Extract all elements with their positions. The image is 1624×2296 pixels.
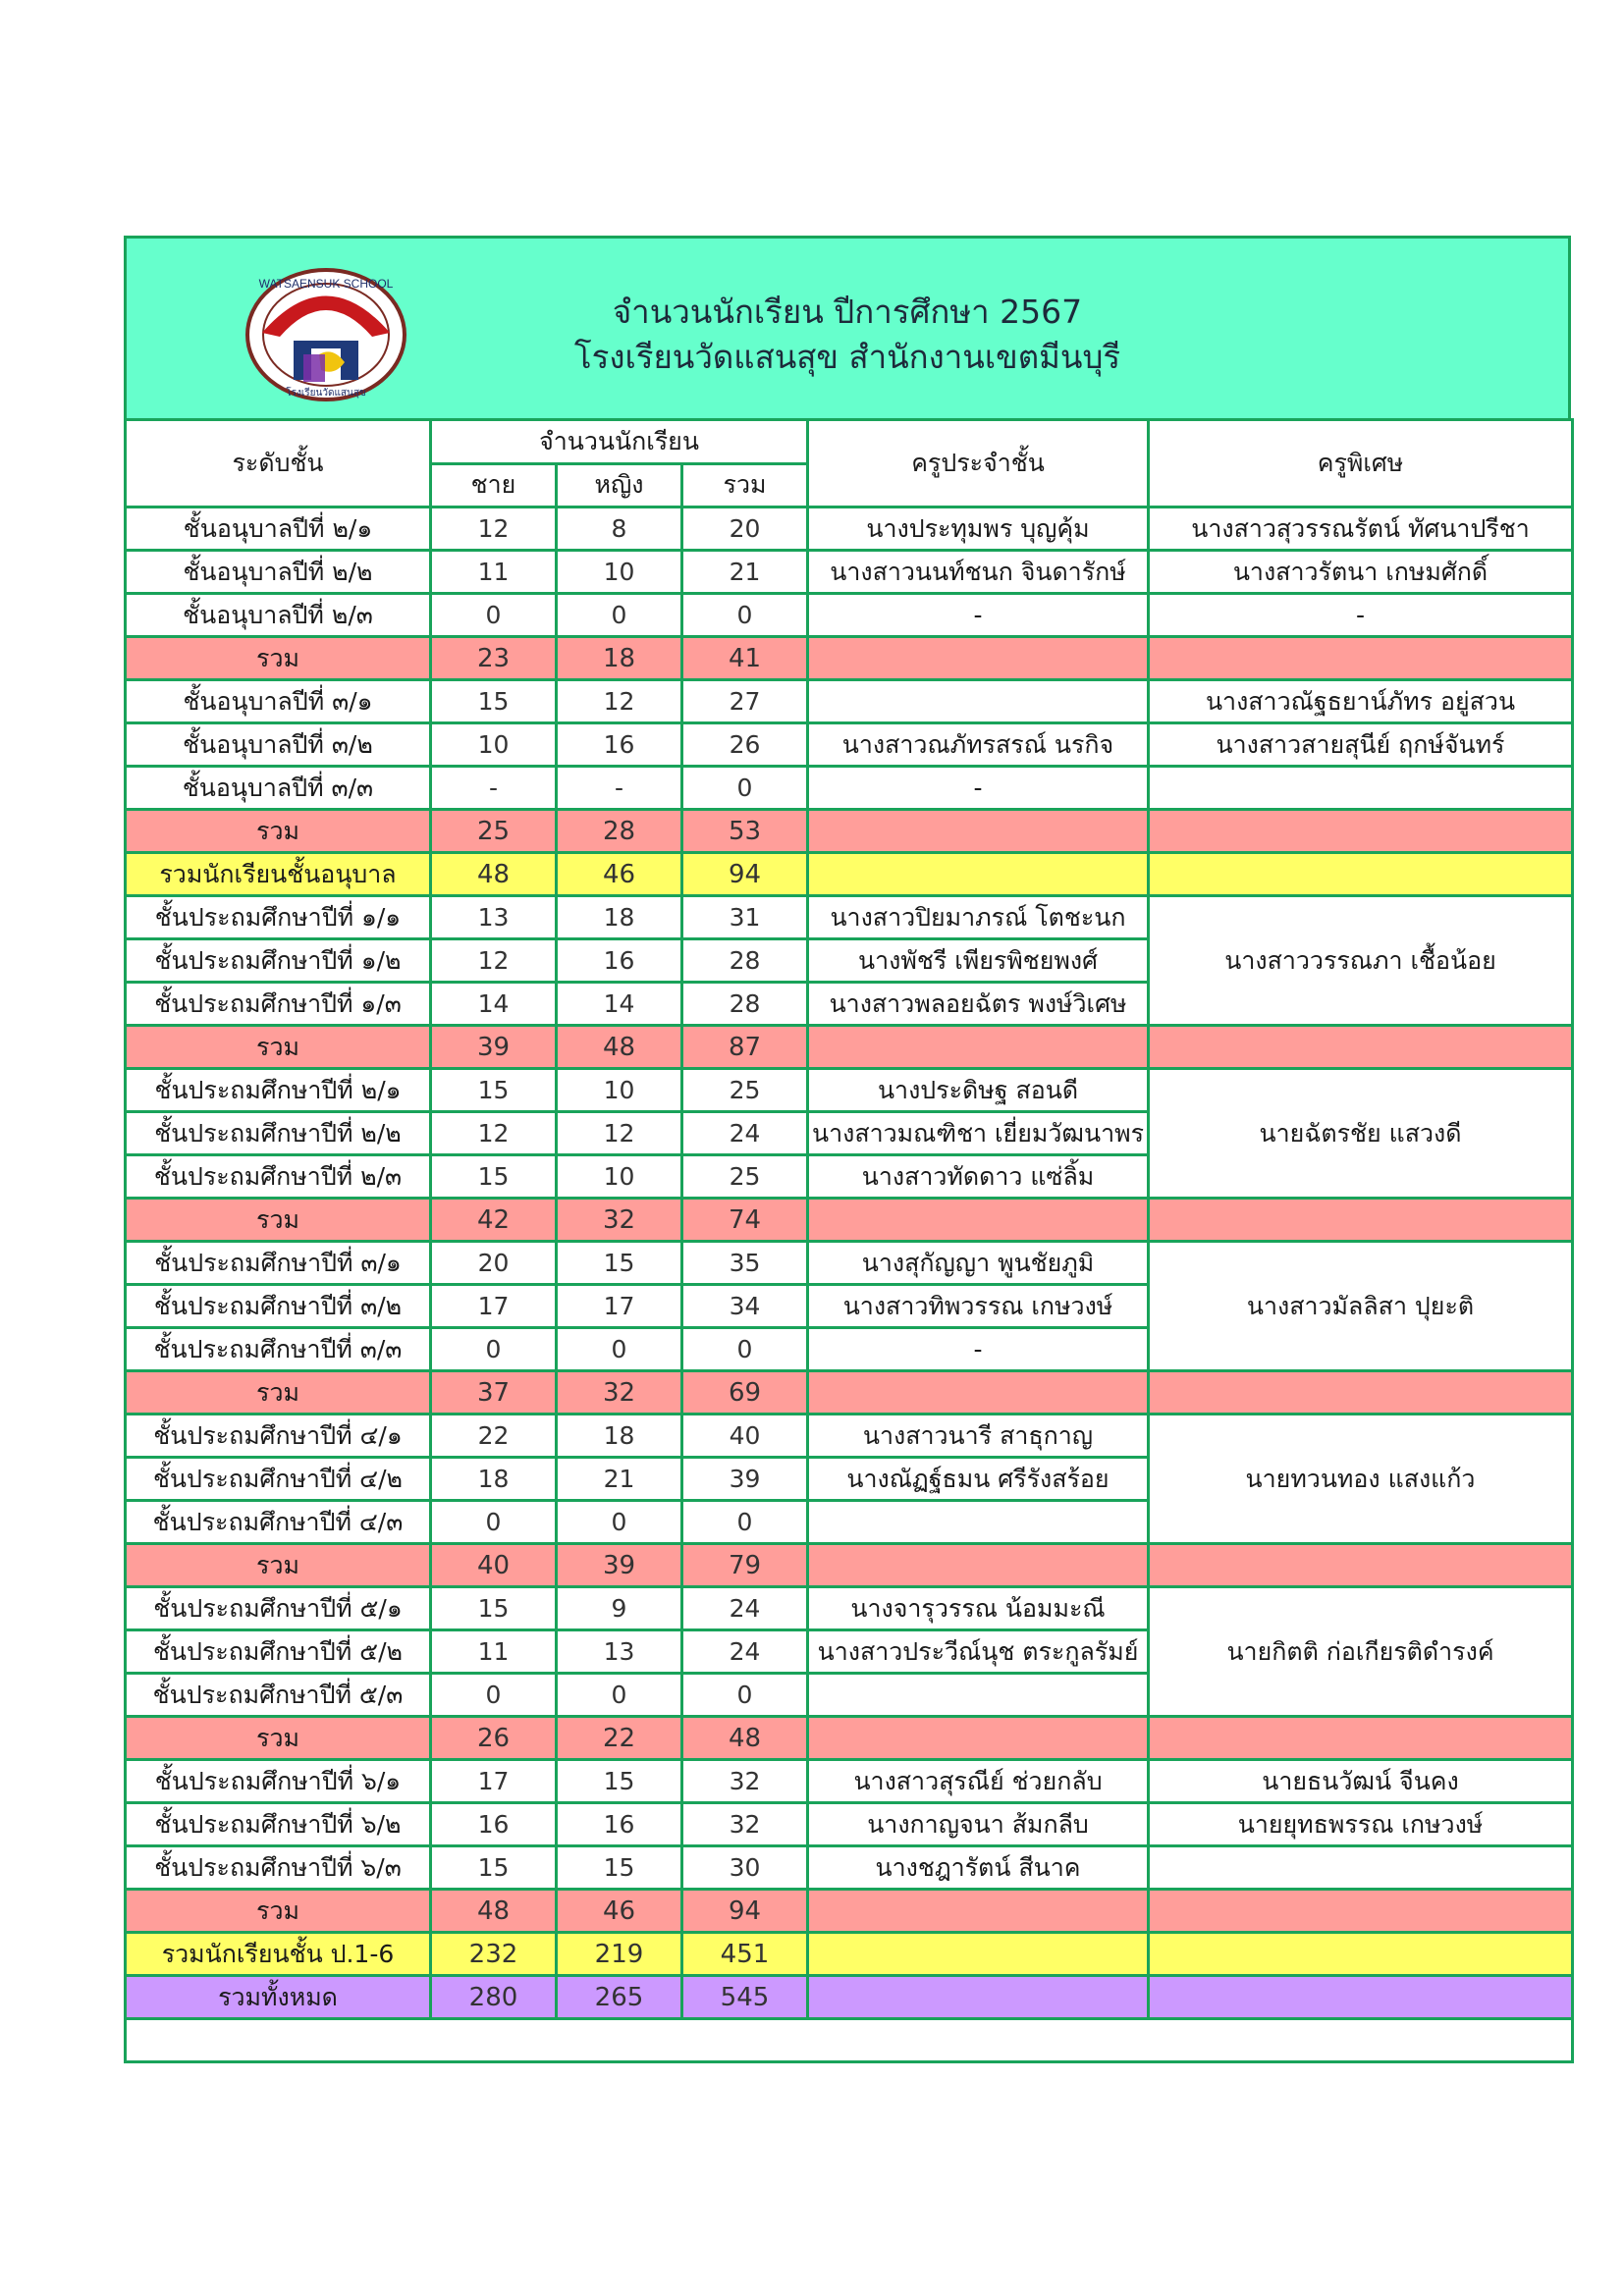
table-row [126,1069,1573,1112]
homeroom-teacher-cell: นางประทุมพร บุญคุ้ม [808,507,1149,551]
total-count-cell: 20 [682,507,808,551]
female-count-cell: 22 [557,1717,682,1760]
level-cell: ชั้นประถมศึกษาปีที่ ๖/๑ [126,1760,431,1803]
special-teacher-cell [1149,1544,1573,1587]
subtotal-row [126,1026,1573,1069]
male-count-cell: 37 [431,1371,557,1415]
female-count-cell: 16 [557,1803,682,1846]
total-count-cell: 0 [682,1501,808,1544]
total-count-cell: 74 [682,1199,808,1242]
male-count-cell: 280 [431,1976,557,2019]
special-teacher-cell [1149,1371,1573,1415]
homeroom-teacher-cell [808,853,1149,896]
level-cell: ชั้นประถมศึกษาปีที่ ๕/๓ [126,1674,431,1717]
special-teacher-cell [1149,1933,1573,1976]
level-cell: ชั้นประถมศึกษาปีที่ ๒/๓ [126,1155,431,1199]
total-count-cell: 24 [682,1630,808,1674]
female-count-cell: 28 [557,810,682,853]
total-count-cell: 35 [682,1242,808,1285]
male-count-cell: 16 [431,1803,557,1846]
female-count-cell: 8 [557,507,682,551]
homeroom-teacher-cell [808,1890,1149,1933]
level-cell: ชั้นประถมศึกษาปีที่ ๔/๒ [126,1458,431,1501]
table-row [126,1587,1573,1630]
male-count-cell: 12 [431,1112,557,1155]
level-cell: รวม [126,1544,431,1587]
female-count-cell: 9 [557,1587,682,1630]
female-count-cell: 265 [557,1976,682,2019]
header-row [126,420,1573,464]
level-cell: ชั้นประถมศึกษาปีที่ ๓/๑ [126,1242,431,1285]
level-cell: รวม [126,1026,431,1069]
homeroom-teacher-cell: นางสาวพลอยฉัตร พงษ์วิเศษ [808,983,1149,1026]
subtotal-row [126,1717,1573,1760]
homeroom-teacher-cell [808,1933,1149,1976]
subtotal-row [126,810,1573,853]
subtotal-row [126,1544,1573,1587]
female-count-cell: 219 [557,1933,682,1976]
total-count-cell: 39 [682,1458,808,1501]
logo-text-top: WATSAENSUK SCHOOL [258,277,394,291]
total-count-cell: 41 [682,637,808,680]
male-count-cell: 15 [431,1587,557,1630]
col-female: หญิง [557,463,682,507]
homeroom-teacher-cell: นางสาวประวีณ์นุช ตระกูลรัมย์ [808,1630,1149,1674]
male-count-cell: 26 [431,1717,557,1760]
special-teacher-cell [1149,767,1573,810]
total-count-cell: 26 [682,723,808,767]
section-total-row [126,853,1573,896]
level-cell: ชั้นประถมศึกษาปีที่ ๑/๒ [126,939,431,983]
homeroom-teacher-cell [808,1544,1149,1587]
grand-total-row [126,1976,1573,2019]
col-level: ระดับชั้น [126,420,431,507]
level-cell: รวมทั้งหมด [126,1976,431,2019]
male-count-cell: 17 [431,1285,557,1328]
homeroom-teacher-cell [808,680,1149,723]
male-count-cell: 15 [431,1069,557,1112]
special-teacher-cell: นางสาวสายสุนีย์ ฤกษ์จันทร์ [1149,723,1573,767]
male-count-cell: 10 [431,723,557,767]
homeroom-teacher-cell [808,1371,1149,1415]
female-count-cell: 18 [557,637,682,680]
special-teacher-cell: นายทวนทอง แสงแก้ว [1149,1415,1573,1544]
total-count-cell: 32 [682,1760,808,1803]
female-count-cell: 0 [557,1674,682,1717]
total-count-cell: 0 [682,594,808,637]
table-row [126,507,1573,551]
homeroom-teacher-cell: นางณัฏฐ์ธมน ศรีรังสร้อย [808,1458,1149,1501]
male-count-cell: 48 [431,1890,557,1933]
table-row [126,1846,1573,1890]
homeroom-teacher-cell: - [808,767,1149,810]
special-teacher-cell [1149,1026,1573,1069]
male-count-cell: - [431,767,557,810]
female-count-cell: 10 [557,1069,682,1112]
female-count-cell: 17 [557,1285,682,1328]
male-count-cell: 12 [431,507,557,551]
special-teacher-cell: นายยุทธพรรณ เกษวงษ์ [1149,1803,1573,1846]
homeroom-teacher-cell: นางสาวมณฑิชา เยี่ยมวัฒนาพร [808,1112,1149,1155]
male-count-cell: 22 [431,1415,557,1458]
female-count-cell: 32 [557,1199,682,1242]
female-count-cell: 16 [557,723,682,767]
total-count-cell: 94 [682,1890,808,1933]
homeroom-teacher-cell: - [808,594,1149,637]
female-count-cell: 46 [557,1890,682,1933]
female-count-cell: 39 [557,1544,682,1587]
total-count-cell: 0 [682,767,808,810]
homeroom-teacher-cell [808,1674,1149,1717]
level-cell: ชั้นประถมศึกษาปีที่ ๖/๓ [126,1846,431,1890]
col-special: ครูพิเศษ [1149,420,1573,507]
level-cell: รวมนักเรียนชั้น ป.1-6 [126,1933,431,1976]
female-count-cell: 0 [557,594,682,637]
male-count-cell: 13 [431,896,557,939]
total-count-cell: 545 [682,1976,808,2019]
special-teacher-cell: นายธนวัฒน์ จีนคง [1149,1760,1573,1803]
homeroom-teacher-cell: นางสาวนนท์ชนก จินดารักษ์ [808,551,1149,594]
level-cell: ชั้นประถมศึกษาปีที่ ๑/๓ [126,983,431,1026]
total-count-cell: 21 [682,551,808,594]
special-teacher-cell [1149,1976,1573,2019]
total-count-cell: 27 [682,680,808,723]
total-count-cell: 28 [682,939,808,983]
table-row [126,723,1573,767]
level-cell: ชั้นประถมศึกษาปีที่ ๔/๓ [126,1501,431,1544]
total-count-cell: 25 [682,1155,808,1199]
col-total: รวม [682,463,808,507]
total-count-cell: 30 [682,1846,808,1890]
total-count-cell: 28 [682,983,808,1026]
total-count-cell: 87 [682,1026,808,1069]
homeroom-teacher-cell: นางสุกัญญา พูนชัยภูมิ [808,1242,1149,1285]
female-count-cell: 13 [557,1630,682,1674]
level-cell: ชั้นประถมศึกษาปีที่ ๖/๒ [126,1803,431,1846]
table-row [126,1415,1573,1458]
male-count-cell: 17 [431,1760,557,1803]
female-count-cell: 15 [557,1760,682,1803]
special-teacher-cell [1149,1846,1573,1890]
total-count-cell: 94 [682,853,808,896]
male-count-cell: 11 [431,1630,557,1674]
male-count-cell: 18 [431,1458,557,1501]
homeroom-teacher-cell [808,1501,1149,1544]
male-count-cell: 23 [431,637,557,680]
female-count-cell: 16 [557,939,682,983]
total-count-cell: 24 [682,1112,808,1155]
empty-row [126,2019,1573,2062]
male-count-cell: 232 [431,1933,557,1976]
table-row [126,896,1573,939]
level-cell: รวม [126,637,431,680]
total-count-cell: 24 [682,1587,808,1630]
male-count-cell: 0 [431,1674,557,1717]
table-row [126,594,1573,637]
special-teacher-cell [1149,810,1573,853]
subtotal-row [126,637,1573,680]
female-count-cell: 14 [557,983,682,1026]
homeroom-teacher-cell: - [808,1328,1149,1371]
male-count-cell: 39 [431,1026,557,1069]
empty-cell [126,2019,1573,2062]
female-count-cell: 18 [557,1415,682,1458]
total-count-cell: 25 [682,1069,808,1112]
female-count-cell: 12 [557,680,682,723]
female-count-cell: 15 [557,1242,682,1285]
page-title: จำนวนนักเรียน ปีการศึกษา 2567 [612,293,1083,331]
total-count-cell: 0 [682,1674,808,1717]
homeroom-teacher-cell [808,1199,1149,1242]
total-count-cell: 32 [682,1803,808,1846]
homeroom-teacher-cell: นางกาญจนา ส้มกลีบ [808,1803,1149,1846]
female-count-cell: 0 [557,1501,682,1544]
level-cell: รวม [126,1199,431,1242]
total-count-cell: 79 [682,1544,808,1587]
male-count-cell: 0 [431,1328,557,1371]
level-cell: ชั้นประถมศึกษาปีที่ ๑/๑ [126,896,431,939]
total-count-cell: 69 [682,1371,808,1415]
level-cell: รวม [126,1890,431,1933]
total-count-cell: 0 [682,1328,808,1371]
level-cell: รวม [126,1717,431,1760]
special-teacher-cell [1149,1717,1573,1760]
level-cell: ชั้นอนุบาลปีที่ ๓/๒ [126,723,431,767]
table-row [126,1242,1573,1285]
level-cell: รวม [126,1371,431,1415]
total-count-cell: 451 [682,1933,808,1976]
student-roster-sheet [124,236,1571,2063]
section-total-row [126,1933,1573,1976]
level-cell: ชั้นประถมศึกษาปีที่ ๒/๑ [126,1069,431,1112]
homeroom-teacher-cell [808,1026,1149,1069]
female-count-cell: 46 [557,853,682,896]
total-count-cell: 48 [682,1717,808,1760]
col-homeroom: ครูประจำชั้น [808,420,1149,507]
homeroom-teacher-cell: นางประดิษฐ สอนดี [808,1069,1149,1112]
special-teacher-cell: นางสาวมัลลิสา ปุยะติ [1149,1242,1573,1371]
female-count-cell: 0 [557,1328,682,1371]
enrollment-table [124,418,1574,2063]
level-cell: ชั้นประถมศึกษาปีที่ ๕/๑ [126,1587,431,1630]
female-count-cell: 15 [557,1846,682,1890]
level-cell: รวมนักเรียนชั้นอนุบาล [126,853,431,896]
special-teacher-cell: นางสาวรัตนา เกษมศักดิ์ [1149,551,1573,594]
total-count-cell: 31 [682,896,808,939]
male-count-cell: 20 [431,1242,557,1285]
male-count-cell: 0 [431,594,557,637]
homeroom-teacher-cell: นางสาวสุรณีย์ ช่วยกลับ [808,1760,1149,1803]
female-count-cell: 48 [557,1026,682,1069]
table-row [126,1803,1573,1846]
male-count-cell: 0 [431,1501,557,1544]
female-count-cell: 12 [557,1112,682,1155]
special-teacher-cell: นายกิตติ ก่อเกียรติดำรงค์ [1149,1587,1573,1717]
male-count-cell: 15 [431,1846,557,1890]
male-count-cell: 42 [431,1199,557,1242]
subtotal-row [126,1890,1573,1933]
special-teacher-cell: นายฉัตรชัย แสวงดี [1149,1069,1573,1199]
level-cell: ชั้นประถมศึกษาปีที่ ๒/๒ [126,1112,431,1155]
female-count-cell: 32 [557,1371,682,1415]
special-teacher-cell: นางสาวสุวรรณรัตน์ ทัศนาปรีชา [1149,507,1573,551]
male-count-cell: 25 [431,810,557,853]
special-teacher-cell: - [1149,594,1573,637]
male-count-cell: 11 [431,551,557,594]
table-row [126,680,1573,723]
col-male: ชาย [431,463,557,507]
homeroom-teacher-cell: นางจารุวรรณ น้อมมะณี [808,1587,1149,1630]
special-teacher-cell: นางสาวณัฐธยาน์ภัทร อยู่สวน [1149,680,1573,723]
special-teacher-cell: นางสาววรรณภา เชื้อน้อย [1149,896,1573,1026]
level-cell: ชั้นอนุบาลปีที่ ๓/๑ [126,680,431,723]
homeroom-teacher-cell: นางสาวณภัทรสรณ์ นรกิจ [808,723,1149,767]
level-cell: ชั้นอนุบาลปีที่ ๒/๑ [126,507,431,551]
homeroom-teacher-cell: นางสาวนารี สาธุกาญ [808,1415,1149,1458]
female-count-cell: 10 [557,551,682,594]
level-cell: ชั้นประถมศึกษาปีที่ ๔/๑ [126,1415,431,1458]
level-cell: ชั้นอนุบาลปีที่ ๒/๓ [126,594,431,637]
title-block [127,290,1568,380]
special-teacher-cell [1149,853,1573,896]
female-count-cell: 18 [557,896,682,939]
special-teacher-cell [1149,1199,1573,1242]
level-cell: รวม [126,810,431,853]
homeroom-teacher-cell [808,637,1149,680]
homeroom-teacher-cell [808,1976,1149,2019]
page-subtitle: โรงเรียนวัดแสนสุข สำนักงานเขตมีนบุรี [573,338,1121,376]
male-count-cell: 40 [431,1544,557,1587]
subtotal-row [126,1199,1573,1242]
table-row [126,767,1573,810]
level-cell: ชั้นประถมศึกษาปีที่ ๕/๒ [126,1630,431,1674]
table-row [126,1760,1573,1803]
level-cell: ชั้นประถมศึกษาปีที่ ๓/๓ [126,1328,431,1371]
col-count-group: จำนวนนักเรียน [431,420,808,464]
total-count-cell: 40 [682,1415,808,1458]
homeroom-teacher-cell: นางสาวทัดดาว แซ่ลิ้ม [808,1155,1149,1199]
special-teacher-cell [1149,1890,1573,1933]
table-row [126,551,1573,594]
male-count-cell: 15 [431,680,557,723]
male-count-cell: 15 [431,1155,557,1199]
header-band [124,236,1571,418]
male-count-cell: 12 [431,939,557,983]
homeroom-teacher-cell: นางพัชรี เพียรพิชยพงศ์ [808,939,1149,983]
logo-text-bottom: โรงเรียนวัดแสนสุข [286,388,366,399]
total-count-cell: 53 [682,810,808,853]
homeroom-teacher-cell: นางสาวปิยมาภรณ์ โตชะนก [808,896,1149,939]
special-teacher-cell [1149,637,1573,680]
male-count-cell: 14 [431,983,557,1026]
level-cell: ชั้นอนุบาลปีที่ ๒/๒ [126,551,431,594]
homeroom-teacher-cell: นางชฎารัตน์ สีนาค [808,1846,1149,1890]
level-cell: ชั้นประถมศึกษาปีที่ ๓/๒ [126,1285,431,1328]
male-count-cell: 48 [431,853,557,896]
female-count-cell: 10 [557,1155,682,1199]
homeroom-teacher-cell: นางสาวทิพวรรณ เกษวงษ์ [808,1285,1149,1328]
total-count-cell: 34 [682,1285,808,1328]
homeroom-teacher-cell [808,810,1149,853]
subtotal-row [126,1371,1573,1415]
level-cell: ชั้นอนุบาลปีที่ ๓/๓ [126,767,431,810]
female-count-cell: 21 [557,1458,682,1501]
female-count-cell: - [557,767,682,810]
homeroom-teacher-cell [808,1717,1149,1760]
